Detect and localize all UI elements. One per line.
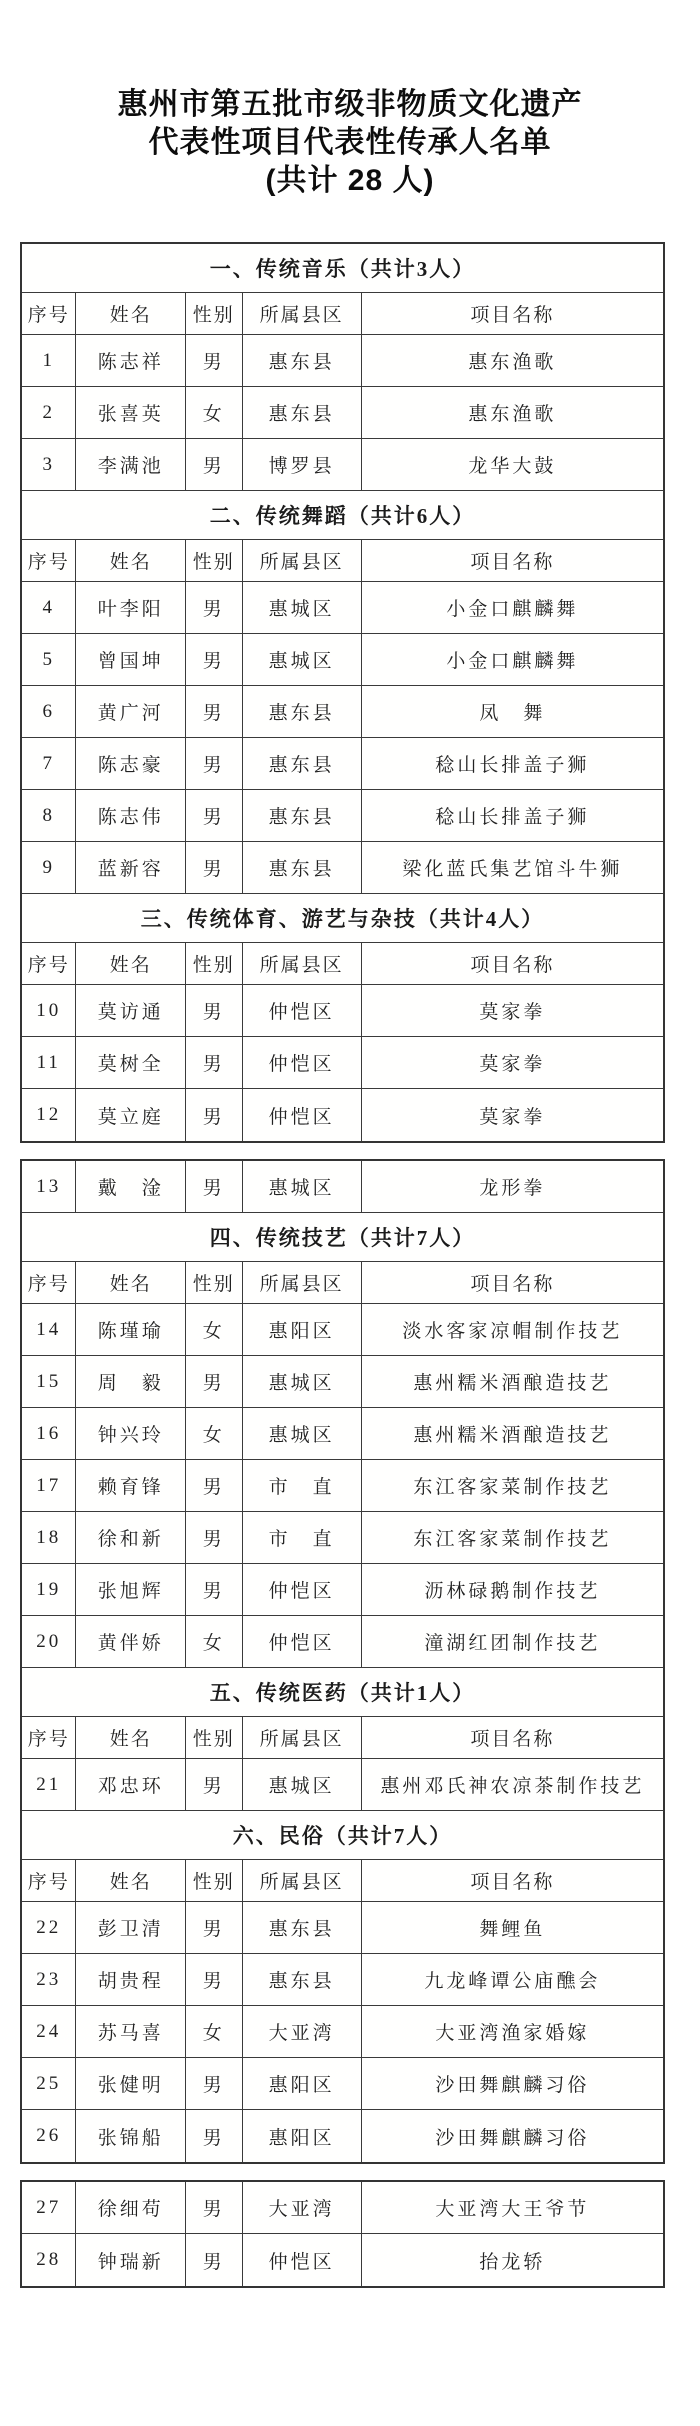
cell-gender: 男 xyxy=(186,2058,242,2110)
cell-project: 惠东渔歌 xyxy=(362,335,663,387)
section-header: 五、传统医药（共计1人） xyxy=(22,1668,663,1717)
column-header-no: 序号 xyxy=(22,1262,76,1304)
cell-no: 27 xyxy=(22,2182,76,2234)
column-header-row xyxy=(22,293,663,335)
cell-no: 12 xyxy=(22,1089,76,1141)
table-row xyxy=(22,2058,663,2110)
title-line-3: (共计 28 人) xyxy=(265,164,435,197)
cell-gender: 男 xyxy=(186,985,242,1037)
cell-no: 17 xyxy=(22,1460,76,1512)
column-header-name: 姓名 xyxy=(76,1717,186,1759)
table-row xyxy=(22,1954,663,2006)
cell-name: 徐细苟 xyxy=(76,2182,186,2234)
cell-gender: 男 xyxy=(186,1759,242,1811)
table-row xyxy=(22,582,663,634)
table-row xyxy=(22,387,663,439)
table-row xyxy=(22,1759,663,1811)
cell-project: 梁化蓝氏集艺馆斗牛狮 xyxy=(362,842,663,894)
cell-gender: 男 xyxy=(186,1564,242,1616)
cell-no: 2 xyxy=(22,387,76,439)
cell-project: 凤 舞 xyxy=(362,686,663,738)
cell-gender: 男 xyxy=(186,842,242,894)
cell-project: 沙田舞麒麟习俗 xyxy=(435,2127,590,2149)
cell-gender: 男 xyxy=(186,1512,242,1564)
cell-gender: 男 xyxy=(186,1460,242,1512)
table-fragment xyxy=(20,242,665,1143)
cell-no: 20 xyxy=(22,1616,76,1668)
cell-name: 钟兴玲 xyxy=(76,1408,186,1460)
cell-no: 5 xyxy=(22,634,76,686)
cell-no: 18 xyxy=(22,1512,76,1564)
table-row xyxy=(22,1089,663,1141)
column-header-no: 序号 xyxy=(22,293,76,335)
table-row xyxy=(22,842,663,894)
cell-name: 黄伴娇 xyxy=(76,1616,186,1668)
cell-no: 13 xyxy=(22,1161,76,1213)
column-header-gender: 性别 xyxy=(186,540,242,582)
table-row xyxy=(22,2182,663,2234)
cell-no: 26 xyxy=(22,2110,76,2162)
cell-project: 小金口麒麟舞 xyxy=(362,634,663,686)
table-row xyxy=(22,2234,663,2286)
cell-name: 陈志豪 xyxy=(76,738,186,790)
column-header-gender: 性别 xyxy=(186,293,242,335)
column-header-no: 序号 xyxy=(22,540,76,582)
cell-district: 仲恺区 xyxy=(243,1616,362,1668)
column-header-district: 所属县区 xyxy=(243,943,362,985)
cell-no: 8 xyxy=(22,790,76,842)
cell-district: 博罗县 xyxy=(243,439,362,491)
table-row xyxy=(22,686,663,738)
cell-district: 惠阳区 xyxy=(243,2058,362,2110)
cell-district: 大亚湾 xyxy=(243,2182,362,2234)
table-row xyxy=(22,1161,663,1213)
cell-gender: 男 xyxy=(186,738,242,790)
cell-gender: 男 xyxy=(186,582,242,634)
column-header-gender: 性别 xyxy=(186,1717,242,1759)
column-header-name: 姓名 xyxy=(76,943,186,985)
table-row xyxy=(22,2110,663,2162)
table-row xyxy=(22,1616,663,1668)
table-row xyxy=(22,985,663,1037)
cell-no: 6 xyxy=(22,686,76,738)
cell-district: 惠城区 xyxy=(243,1161,362,1213)
cell-gender: 男 xyxy=(186,2182,242,2234)
cell-project: 大亚湾渔家婚嫁 xyxy=(362,2006,663,2058)
cell-no: 28 xyxy=(22,2234,76,2286)
cell-name: 胡贵程 xyxy=(76,1954,186,2006)
table-row xyxy=(22,738,663,790)
column-header-district: 所属县区 xyxy=(243,1717,362,1759)
cell-name: 戴 淦 xyxy=(76,1161,186,1213)
table-row xyxy=(22,1460,663,1512)
cell-district: 惠城区 xyxy=(243,1408,362,1460)
cell-no: 25 xyxy=(22,2058,76,2110)
cell-gender: 男 xyxy=(186,790,242,842)
cell-no: 9 xyxy=(22,842,76,894)
cell-project: 惠州邓氏神农凉茶制作技艺 xyxy=(362,1759,663,1811)
cell-gender: 男 xyxy=(186,1161,242,1213)
cell-no: 11 xyxy=(22,1037,76,1089)
section-header: 六、民俗（共计7人） xyxy=(22,1811,663,1860)
cell-gender: 男 xyxy=(186,1902,242,1954)
cell-district: 仲恺区 xyxy=(243,2234,362,2286)
cell-gender: 男 xyxy=(186,1089,242,1141)
column-header-name: 姓名 xyxy=(76,293,186,335)
cell-gender: 男 xyxy=(186,1356,242,1408)
cell-district: 市 直 xyxy=(243,1460,362,1512)
column-header-no: 序号 xyxy=(22,1860,76,1902)
cell-district: 市 直 xyxy=(243,1512,362,1564)
table-row xyxy=(22,1304,663,1356)
table-row xyxy=(22,335,663,387)
title-line-1: 惠州市第五批市级非物质文化遗产 xyxy=(117,88,583,121)
table-row xyxy=(22,1037,663,1089)
column-header-name: 姓名 xyxy=(76,1860,186,1902)
table-row xyxy=(22,439,663,491)
cell-district: 大亚湾 xyxy=(243,2006,362,2058)
cell-project: 东江客家菜制作技艺 xyxy=(362,1512,663,1564)
column-header-district: 所属县区 xyxy=(243,1860,362,1902)
cell-district: 仲恺区 xyxy=(243,1089,362,1141)
column-header-project: 项目名称 xyxy=(362,943,663,985)
cell-project: 大亚湾大王爷节 xyxy=(362,2182,663,2234)
cell-district: 惠东县 xyxy=(243,1954,362,2006)
cell-district: 惠东县 xyxy=(243,1902,362,1954)
table-row xyxy=(22,1408,663,1460)
cell-gender: 女 xyxy=(186,387,242,439)
cell-name: 莫树全 xyxy=(76,1037,186,1089)
cell-project: 小金口麒麟舞 xyxy=(362,582,663,634)
cell-gender: 男 xyxy=(186,1954,242,2006)
cell-gender: 男 xyxy=(186,2110,242,2162)
cell-name: 莫访通 xyxy=(76,985,186,1037)
cell-no: 21 xyxy=(22,1759,76,1811)
cell-name: 赖育锋 xyxy=(76,1460,186,1512)
cell-no: 24 xyxy=(22,2006,76,2058)
cell-district: 惠城区 xyxy=(243,582,362,634)
column-header-project: 项目名称 xyxy=(362,1860,663,1902)
table-row xyxy=(22,790,663,842)
column-header-row xyxy=(22,1860,663,1902)
cell-gender: 男 xyxy=(186,2234,242,2286)
column-header-name: 姓名 xyxy=(76,1262,186,1304)
cell-project: 沙田舞麒麟习俗 xyxy=(362,2058,663,2110)
cell-project: 稔山长排盖子狮 xyxy=(362,790,663,842)
cell-district: 惠东县 xyxy=(243,790,362,842)
cell-project: 九龙峰谭公庙醮会 xyxy=(362,1954,663,2006)
cell-district: 惠东县 xyxy=(243,738,362,790)
cell-project: 舞鲤鱼 xyxy=(362,1902,663,1954)
section-header: 二、传统舞蹈（共计6人） xyxy=(22,491,663,540)
cell-name: 彭卫清 xyxy=(76,1902,186,1954)
column-header-row xyxy=(22,1262,663,1304)
column-header-gender: 性别 xyxy=(186,1262,242,1304)
column-header-gender: 性别 xyxy=(186,943,242,985)
cell-district: 惠东县 xyxy=(243,387,362,439)
section-header: 三、传统体育、游艺与杂技（共计4人） xyxy=(22,894,663,943)
column-header-district: 所属县区 xyxy=(243,293,362,335)
column-header-row xyxy=(22,1717,663,1759)
cell-no: 15 xyxy=(22,1356,76,1408)
cell-name: 叶李阳 xyxy=(76,582,186,634)
cell-gender: 女 xyxy=(186,1304,242,1356)
cell-no: 3 xyxy=(22,439,76,491)
table-row xyxy=(22,1564,663,1616)
cell-project: 抬龙轿 xyxy=(479,2251,546,2273)
cell-project: 东江客家菜制作技艺 xyxy=(362,1460,663,1512)
cell-project: 潼湖红团制作技艺 xyxy=(362,1616,663,1668)
table-row xyxy=(22,1902,663,1954)
section-header: 一、传统音乐（共计3人） xyxy=(22,244,663,293)
column-header-district: 所属县区 xyxy=(243,1262,362,1304)
cell-district: 惠阳区 xyxy=(243,2110,362,2162)
cell-name: 张锦船 xyxy=(76,2110,186,2162)
section-header: 四、传统技艺（共计7人） xyxy=(22,1213,663,1262)
cell-name: 邓忠环 xyxy=(76,1759,186,1811)
cell-name: 徐和新 xyxy=(76,1512,186,1564)
column-header-row xyxy=(22,943,663,985)
document-title xyxy=(0,86,700,200)
column-header-no: 序号 xyxy=(22,1717,76,1759)
cell-gender: 男 xyxy=(186,335,242,387)
cell-no: 16 xyxy=(22,1408,76,1460)
cell-name: 钟瑞新 xyxy=(76,2234,186,2286)
cell-name: 陈瑾瑜 xyxy=(76,1304,186,1356)
cell-gender: 女 xyxy=(186,1408,242,1460)
cell-district: 惠东县 xyxy=(243,335,362,387)
cell-gender: 男 xyxy=(186,1037,242,1089)
column-header-project: 项目名称 xyxy=(362,1717,663,1759)
cell-name: 苏马喜 xyxy=(76,2006,186,2058)
cell-name: 蓝新容 xyxy=(76,842,186,894)
column-header-no: 序号 xyxy=(22,943,76,985)
cell-district: 仲恺区 xyxy=(243,985,362,1037)
cell-gender: 女 xyxy=(186,2006,242,2058)
table-row xyxy=(22,2006,663,2058)
cell-name: 黄广河 xyxy=(76,686,186,738)
cell-project: 莫家拳 xyxy=(479,1106,546,1128)
table-row xyxy=(22,1356,663,1408)
table-row xyxy=(22,1512,663,1564)
cell-no: 23 xyxy=(22,1954,76,2006)
cell-district: 惠城区 xyxy=(243,634,362,686)
cell-district: 惠城区 xyxy=(243,1759,362,1811)
column-header-project: 项目名称 xyxy=(362,1262,663,1304)
cell-district: 仲恺区 xyxy=(243,1564,362,1616)
cell-gender: 男 xyxy=(186,634,242,686)
cell-project: 稔山长排盖子狮 xyxy=(362,738,663,790)
cell-no: 22 xyxy=(22,1902,76,1954)
cell-district: 惠东县 xyxy=(243,686,362,738)
cell-project: 惠州糯米酒酿造技艺 xyxy=(362,1408,663,1460)
table-fragment xyxy=(20,1159,665,2164)
cell-district: 惠阳区 xyxy=(243,1304,362,1356)
column-header-project: 项目名称 xyxy=(362,540,663,582)
cell-no: 19 xyxy=(22,1564,76,1616)
cell-name: 张喜英 xyxy=(76,387,186,439)
cell-name: 陈志伟 xyxy=(76,790,186,842)
cell-no: 14 xyxy=(22,1304,76,1356)
title-line-2: 代表性项目代表性传承人名单 xyxy=(148,126,552,159)
cell-gender: 女 xyxy=(186,1616,242,1668)
cell-project: 淡水客家凉帽制作技艺 xyxy=(362,1304,663,1356)
cell-project: 莫家拳 xyxy=(362,985,663,1037)
cell-project: 龙华大鼓 xyxy=(362,439,663,491)
column-header-gender: 性别 xyxy=(186,1860,242,1902)
table-fragment xyxy=(20,2180,665,2288)
column-header-row xyxy=(22,540,663,582)
cell-name: 周 毅 xyxy=(76,1356,186,1408)
cell-project: 惠州糯米酒酿造技艺 xyxy=(362,1356,663,1408)
cell-name: 莫立庭 xyxy=(76,1089,186,1141)
cell-no: 4 xyxy=(22,582,76,634)
cell-gender: 男 xyxy=(186,686,242,738)
cell-gender: 男 xyxy=(186,439,242,491)
cell-name: 张健明 xyxy=(76,2058,186,2110)
cell-name: 张旭辉 xyxy=(76,1564,186,1616)
cell-district: 惠东县 xyxy=(243,842,362,894)
cell-name: 李满池 xyxy=(76,439,186,491)
cell-project: 莫家拳 xyxy=(362,1037,663,1089)
column-header-name: 姓名 xyxy=(76,540,186,582)
cell-project: 龙形拳 xyxy=(362,1161,663,1213)
inheritors-table xyxy=(20,242,665,2288)
cell-district: 仲恺区 xyxy=(243,1037,362,1089)
cell-project: 惠东渔歌 xyxy=(362,387,663,439)
cell-no: 10 xyxy=(22,985,76,1037)
cell-district: 惠城区 xyxy=(243,1356,362,1408)
column-header-district: 所属县区 xyxy=(243,540,362,582)
column-header-project: 项目名称 xyxy=(362,293,663,335)
cell-name: 陈志祥 xyxy=(76,335,186,387)
cell-name: 曾国坤 xyxy=(76,634,186,686)
table-row xyxy=(22,634,663,686)
cell-project: 沥林碌鹅制作技艺 xyxy=(362,1564,663,1616)
cell-no: 1 xyxy=(22,335,76,387)
cell-no: 7 xyxy=(22,738,76,790)
